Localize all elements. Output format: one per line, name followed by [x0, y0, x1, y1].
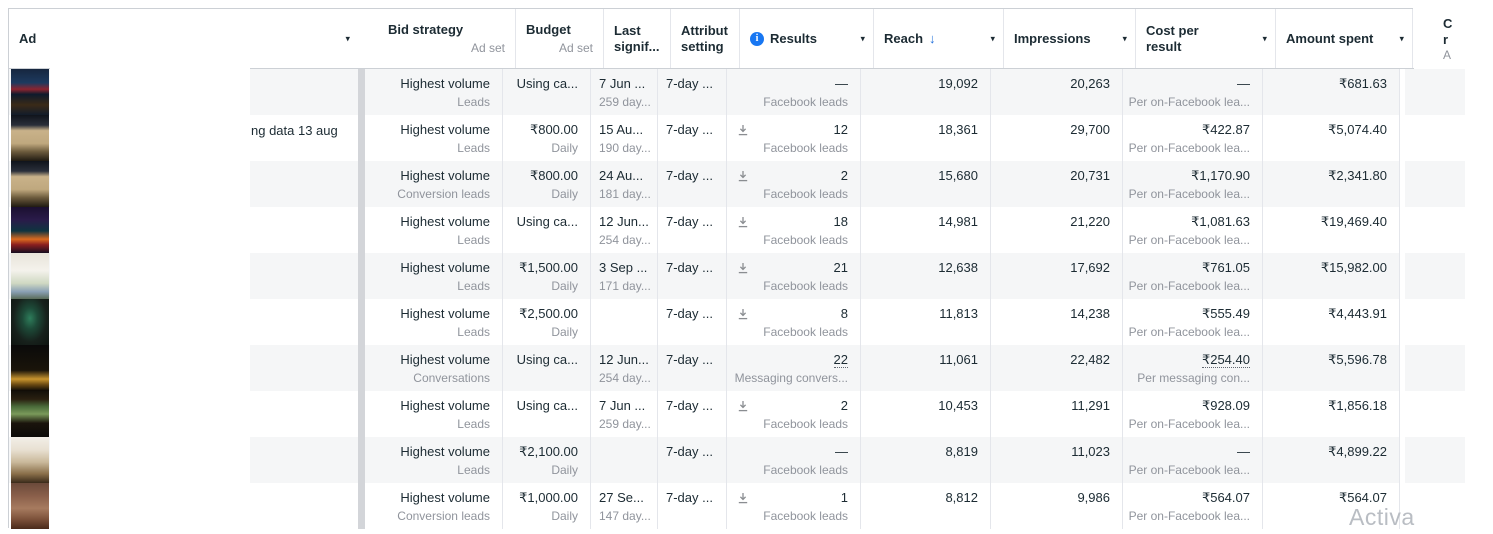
last-edit-days-ago: 190 day...	[599, 141, 651, 155]
partial-next-cell	[1405, 299, 1465, 345]
budget-type: Daily	[551, 325, 578, 339]
attribution-setting-cell[interactable]	[658, 115, 727, 161]
frozen-column-divider	[358, 161, 365, 207]
column-header-amount-spent[interactable]	[1276, 9, 1413, 68]
cost-per-result-value: ₹422.87	[1201, 122, 1250, 137]
chevron-down-icon[interactable]: ▾	[1122, 33, 1127, 43]
cost-per-result-type: Per on-Facebook lea...	[1128, 187, 1250, 201]
reach-value: 14,981	[938, 214, 978, 229]
reach-cell[interactable]	[861, 69, 991, 115]
bid-strategy-cell[interactable]	[365, 161, 503, 207]
impressions-value: 22,482	[1070, 352, 1110, 367]
column-label-bid-strategy: Bid strategy	[388, 22, 464, 37]
last-edit-days-ago: 254 day...	[599, 371, 651, 385]
results-cell[interactable]	[727, 253, 861, 299]
amount-spent-cell[interactable]	[1263, 69, 1400, 115]
partial-next-cell	[1405, 115, 1465, 161]
results-value: 22	[833, 352, 848, 367]
partial-next-cell	[1405, 161, 1465, 207]
results-value: —	[835, 76, 848, 91]
results-type: Facebook leads	[763, 417, 848, 431]
budget-cell[interactable]	[503, 391, 591, 437]
results-value: 21	[833, 260, 848, 275]
download-icon[interactable]	[737, 399, 749, 417]
amount-spent-value: ₹681.63	[1338, 76, 1387, 91]
attribution-setting-cell[interactable]	[658, 207, 727, 253]
bid-strategy-cell[interactable]	[365, 115, 503, 161]
amount-spent-value: ₹15,982.00	[1320, 260, 1387, 275]
ad-thumbnail[interactable]	[11, 69, 49, 115]
bid-strategy-objective: Leads	[457, 279, 490, 293]
reach-cell[interactable]	[861, 391, 991, 437]
reach-cell[interactable]	[861, 483, 991, 529]
ad-thumbnail[interactable]	[11, 483, 49, 529]
reach-cell[interactable]	[861, 115, 991, 161]
impressions-value: 20,731	[1070, 168, 1110, 183]
bid-strategy-value: Highest volume	[400, 444, 490, 459]
impressions-value: 29,700	[1070, 122, 1110, 137]
column-sublabel-ad-set: Ad set	[470, 41, 505, 55]
column-header-cost-per-result[interactable]	[1136, 9, 1276, 68]
results-type: Facebook leads	[763, 463, 848, 477]
bid-strategy-value: Highest volume	[400, 490, 490, 505]
bid-strategy-value: Highest volume	[400, 306, 490, 321]
budget-type: Daily	[551, 509, 578, 523]
impressions-cell[interactable]	[991, 299, 1123, 345]
cost-per-result-type: Per on-Facebook lea...	[1128, 141, 1250, 155]
budget-cell[interactable]	[503, 345, 591, 391]
last-edit-date: 7 Jun ...	[599, 76, 646, 91]
bid-strategy-objective: Conversations	[413, 371, 490, 385]
partial-next-cell	[1405, 207, 1465, 253]
impressions-cell[interactable]	[991, 69, 1123, 115]
last-edit-date: 15 Au...	[599, 122, 644, 137]
cost-per-result-type: Per on-Facebook lea...	[1128, 417, 1250, 431]
impressions-value: 11,023	[1071, 444, 1110, 459]
cost-per-result-cell[interactable]	[1123, 437, 1263, 483]
amount-spent-cell[interactable]	[1263, 115, 1400, 161]
budget-value: Using ca...	[516, 352, 578, 367]
results-type: Messaging convers...	[734, 371, 848, 385]
bid-strategy-objective: Leads	[457, 233, 490, 247]
last-edit-days-ago: 147 day...	[599, 509, 651, 523]
column-sublabel-ad-set: Ad set	[558, 41, 593, 55]
cost-per-result-cell[interactable]	[1123, 69, 1263, 115]
reach-cell[interactable]	[861, 345, 991, 391]
budget-value: ₹1,000.00	[519, 490, 578, 505]
cost-per-result-type: Per on-Facebook lea...	[1128, 95, 1250, 109]
attribution-setting-cell[interactable]	[658, 161, 727, 207]
cost-per-result-value: ₹564.07	[1201, 490, 1250, 505]
column-header-last-significant[interactable]	[604, 9, 671, 68]
bid-strategy-cell[interactable]	[365, 345, 503, 391]
reach-cell[interactable]	[861, 437, 991, 483]
budget-cell[interactable]	[503, 161, 591, 207]
budget-value: ₹2,500.00	[519, 306, 578, 321]
last-edit-date: 3 Sep ...	[599, 260, 648, 275]
attribution-value: 7-day ...	[666, 398, 713, 413]
cost-per-result-cell[interactable]	[1123, 161, 1263, 207]
results-cell[interactable]	[727, 69, 861, 115]
reach-value: 11,813	[939, 306, 978, 321]
last-edit-days-ago: 181 day...	[599, 187, 651, 201]
budget-cell[interactable]	[503, 69, 591, 115]
budget-cell[interactable]	[503, 253, 591, 299]
frozen-column-divider	[358, 345, 365, 391]
column-header-results[interactable]	[740, 9, 874, 68]
budget-type: Daily	[551, 187, 578, 201]
bid-strategy-value: Highest volume	[400, 398, 490, 413]
frozen-column-divider	[358, 483, 365, 529]
column-label-reach: Reach	[884, 30, 924, 46]
amount-spent-value: ₹4,443.91	[1328, 306, 1387, 321]
results-type: Facebook leads	[763, 233, 848, 247]
chevron-down-icon[interactable]: ▾	[1262, 33, 1267, 43]
partial-next-cell	[1405, 391, 1465, 437]
download-icon[interactable]	[737, 169, 749, 187]
budget-type: Daily	[551, 463, 578, 477]
bid-strategy-objective: Leads	[457, 95, 490, 109]
bid-strategy-objective: Leads	[457, 417, 490, 431]
last-significant-edit-cell[interactable]	[591, 115, 658, 161]
reach-value: 18,361	[938, 122, 978, 137]
ad-name[interactable]: ng data 13 aug	[251, 123, 338, 138]
cost-per-result-type: Per on-Facebook lea...	[1128, 463, 1250, 477]
results-value: 1	[840, 490, 848, 505]
download-icon[interactable]	[737, 215, 749, 233]
attribution-value: 7-day ...	[666, 306, 713, 321]
cost-per-result-value: ₹254.40	[1201, 352, 1250, 367]
ad-name-blank-area	[50, 68, 250, 528]
impressions-value: 9,986	[1077, 490, 1110, 505]
budget-value: ₹800.00	[529, 122, 578, 137]
ad-thumbnail[interactable]	[11, 437, 49, 483]
results-type: Facebook leads	[763, 509, 848, 523]
frozen-column-divider[interactable]	[358, 9, 378, 68]
reach-cell[interactable]	[861, 161, 991, 207]
bid-strategy-cell[interactable]	[365, 69, 503, 115]
cost-per-result-value: ₹761.05	[1201, 260, 1250, 275]
impressions-cell[interactable]	[991, 345, 1123, 391]
column-label-ad: Ad	[19, 30, 37, 46]
amount-spent-cell[interactable]	[1263, 345, 1400, 391]
activate-windows-watermark: Activa	[1349, 504, 1415, 530]
chevron-down-icon[interactable]: ▾	[345, 33, 350, 43]
reach-value: 12,638	[938, 260, 978, 275]
cost-per-result-cell[interactable]	[1123, 391, 1263, 437]
column-label-attribution-setting: Attribut setting	[681, 22, 728, 54]
reach-value: 8,819	[945, 444, 978, 459]
amount-spent-value: ₹564.07	[1338, 490, 1387, 505]
frozen-column-divider	[358, 391, 365, 437]
bid-strategy-value: Highest volume	[400, 122, 490, 137]
column-label-budget: Budget	[526, 22, 571, 37]
cost-per-result-value: ₹1,081.63	[1191, 214, 1250, 229]
partial-label-line2: r	[1443, 31, 1449, 47]
bid-strategy-value: Highest volume	[400, 260, 490, 275]
amount-spent-cell[interactable]	[1263, 253, 1400, 299]
attribution-setting-cell[interactable]	[658, 253, 727, 299]
ad-thumbnail[interactable]	[11, 253, 49, 299]
cost-per-result-cell[interactable]	[1123, 299, 1263, 345]
last-edit-days-ago: 259 day...	[599, 95, 651, 109]
attribution-setting-cell[interactable]	[658, 345, 727, 391]
chevron-down-icon[interactable]: ▾	[990, 33, 995, 43]
budget-cell[interactable]	[503, 115, 591, 161]
budget-value: Using ca...	[516, 214, 578, 229]
bid-strategy-cell[interactable]	[365, 483, 503, 529]
attribution-setting-cell[interactable]	[658, 483, 727, 529]
last-edit-days-ago: 259 day...	[599, 417, 651, 431]
reach-value: 11,061	[939, 352, 978, 367]
amount-spent-value: ₹2,341.80	[1328, 168, 1387, 183]
partial-label-line3: A	[1443, 47, 1452, 62]
budget-value: ₹1,500.00	[519, 260, 578, 275]
budget-cell[interactable]	[503, 437, 591, 483]
column-label-last-significant: Last signif...	[614, 22, 660, 54]
last-significant-edit-cell[interactable]	[591, 299, 658, 345]
cost-per-result-cell[interactable]	[1123, 345, 1263, 391]
attribution-setting-cell[interactable]	[658, 69, 727, 115]
frozen-column-divider	[358, 437, 365, 483]
results-cell[interactable]	[727, 483, 861, 529]
impressions-cell[interactable]	[991, 207, 1123, 253]
last-significant-edit-cell[interactable]	[591, 207, 658, 253]
reach-cell[interactable]	[861, 299, 991, 345]
column-header-impressions[interactable]	[1004, 9, 1136, 68]
amount-spent-cell[interactable]	[1263, 299, 1400, 345]
impressions-value: 20,263	[1070, 76, 1110, 91]
results-cell[interactable]	[727, 207, 861, 253]
bid-strategy-objective: Leads	[457, 141, 490, 155]
budget-type: Daily	[551, 141, 578, 155]
last-significant-edit-cell[interactable]	[591, 161, 658, 207]
cost-per-result-value: ₹928.09	[1201, 398, 1250, 413]
results-cell[interactable]	[727, 345, 861, 391]
attribution-setting-cell[interactable]	[658, 391, 727, 437]
results-type: Facebook leads	[763, 95, 848, 109]
last-edit-date: 27 Se...	[599, 490, 644, 505]
reach-cell[interactable]	[861, 253, 991, 299]
cost-per-result-type: Per on-Facebook lea...	[1128, 279, 1250, 293]
results-value: 2	[840, 398, 848, 413]
budget-cell[interactable]	[503, 299, 591, 345]
partial-next-cell	[1405, 437, 1465, 483]
results-cell[interactable]	[727, 115, 861, 161]
results-cell[interactable]	[727, 437, 861, 483]
bid-strategy-objective: Leads	[457, 463, 490, 477]
budget-value: ₹800.00	[529, 168, 578, 183]
download-icon[interactable]	[737, 261, 749, 279]
impressions-cell[interactable]	[991, 437, 1123, 483]
bid-strategy-value: Highest volume	[400, 76, 490, 91]
impressions-cell[interactable]	[991, 391, 1123, 437]
results-type: Facebook leads	[763, 187, 848, 201]
ad-thumbnail[interactable]	[11, 299, 49, 345]
bid-strategy-value: Highest volume	[400, 168, 490, 183]
cost-per-result-cell[interactable]	[1123, 207, 1263, 253]
results-cell[interactable]	[727, 161, 861, 207]
partial-next-cell	[1405, 253, 1465, 299]
reach-value: 15,680	[938, 168, 978, 183]
ad-thumbnail[interactable]	[11, 345, 49, 391]
attribution-setting-cell[interactable]	[658, 299, 727, 345]
column-label-cost-per-result: Cost per result	[1146, 22, 1199, 54]
frozen-column-divider	[358, 69, 365, 115]
budget-value: ₹2,100.00	[519, 444, 578, 459]
attribution-value: 7-day ...	[666, 168, 713, 183]
attribution-value: 7-day ...	[666, 444, 713, 459]
amount-spent-cell[interactable]	[1263, 437, 1400, 483]
cost-per-result-type: Per messaging con...	[1137, 371, 1250, 385]
last-significant-edit-cell[interactable]	[591, 253, 658, 299]
reach-value: 8,812	[945, 490, 978, 505]
chevron-down-icon[interactable]: ▾	[1399, 33, 1404, 43]
amount-spent-cell[interactable]	[1263, 161, 1400, 207]
results-type: Facebook leads	[763, 141, 848, 155]
bid-strategy-cell[interactable]	[365, 299, 503, 345]
cost-per-result-cell[interactable]	[1123, 483, 1263, 529]
impressions-value: 14,238	[1070, 306, 1110, 321]
reach-cell[interactable]	[861, 207, 991, 253]
partial-next-cell	[1405, 69, 1465, 115]
chevron-down-icon[interactable]: ▾	[860, 33, 865, 43]
download-icon[interactable]	[737, 307, 749, 325]
frozen-column-divider	[358, 299, 365, 345]
bid-strategy-cell[interactable]	[365, 391, 503, 437]
reach-value: 10,453	[938, 398, 978, 413]
ad-thumbnail[interactable]	[11, 391, 49, 437]
impressions-cell[interactable]	[991, 253, 1123, 299]
last-edit-days-ago: 254 day...	[599, 233, 651, 247]
reach-value: 19,092	[938, 76, 978, 91]
partial-label-line1: C	[1443, 15, 1453, 31]
bid-strategy-value: Highest volume	[400, 352, 490, 367]
table-header-row	[9, 9, 1453, 69]
last-edit-days-ago: 171 day...	[599, 279, 651, 293]
impressions-value: 17,692	[1070, 260, 1110, 275]
ad-thumbnail[interactable]	[11, 207, 49, 253]
last-significant-edit-cell[interactable]	[591, 345, 658, 391]
column-label-amount-spent: Amount spent	[1286, 30, 1374, 46]
last-edit-date: 12 Jun...	[599, 352, 649, 367]
column-header-bid-strategy[interactable]	[378, 9, 516, 68]
bid-strategy-value: Highest volume	[400, 214, 490, 229]
attribution-setting-cell[interactable]	[658, 437, 727, 483]
amount-spent-cell[interactable]	[1263, 391, 1400, 437]
results-cell[interactable]	[727, 299, 861, 345]
bid-strategy-objective: Conversion leads	[397, 509, 490, 523]
amount-spent-value: ₹5,074.40	[1328, 122, 1387, 137]
amount-spent-value: ₹19,469.40	[1320, 214, 1387, 229]
column-label-results: Results	[770, 30, 817, 46]
info-icon[interactable]: i	[750, 32, 764, 46]
cost-per-result-type: Per on-Facebook lea...	[1128, 233, 1250, 247]
attribution-value: 7-day ...	[666, 214, 713, 229]
results-value: 2	[840, 168, 848, 183]
cost-per-result-cell[interactable]	[1123, 115, 1263, 161]
attribution-value: 7-day ...	[666, 260, 713, 275]
attribution-value: 7-day ...	[666, 490, 713, 505]
last-significant-edit-cell[interactable]	[591, 69, 658, 115]
frozen-column-divider	[358, 207, 365, 253]
cost-per-result-value: —	[1237, 76, 1250, 91]
impressions-value: 21,220	[1070, 214, 1110, 229]
last-significant-edit-cell[interactable]	[591, 391, 658, 437]
results-cell[interactable]	[727, 391, 861, 437]
cost-per-result-type: Per on-Facebook lea...	[1128, 325, 1250, 339]
last-significant-edit-cell[interactable]	[591, 437, 658, 483]
cost-per-result-type: Per on-Facebook lea...	[1128, 509, 1250, 523]
cost-per-result-value: ₹1,170.90	[1191, 168, 1250, 183]
amount-spent-cell[interactable]	[1263, 207, 1400, 253]
budget-value: Using ca...	[516, 76, 578, 91]
frozen-column-divider	[358, 115, 365, 161]
bid-strategy-objective: Leads	[457, 325, 490, 339]
amount-spent-value: ₹4,899.22	[1328, 444, 1387, 459]
budget-cell[interactable]	[503, 483, 591, 529]
amount-spent-value: ₹5,596.78	[1328, 352, 1387, 367]
column-header-budget[interactable]	[516, 9, 604, 68]
bid-strategy-cell[interactable]	[365, 207, 503, 253]
column-header-partial[interactable]	[1433, 9, 1493, 68]
budget-value: Using ca...	[516, 398, 578, 413]
bid-strategy-objective: Conversion leads	[397, 187, 490, 201]
impressions-cell[interactable]	[991, 483, 1123, 529]
results-type: Facebook leads	[763, 325, 848, 339]
results-value: 12	[833, 122, 848, 137]
results-value: —	[835, 444, 848, 459]
attribution-value: 7-day ...	[666, 122, 713, 137]
column-gap	[1413, 9, 1433, 68]
results-value: 18	[833, 214, 848, 229]
cost-per-result-value: —	[1237, 444, 1250, 459]
results-value: 8	[840, 306, 848, 321]
ad-thumbnail[interactable]	[11, 161, 49, 207]
impressions-cell[interactable]	[991, 161, 1123, 207]
download-icon[interactable]	[737, 491, 749, 509]
ad-thumbnail[interactable]	[11, 115, 49, 161]
impressions-cell[interactable]	[991, 115, 1123, 161]
amount-spent-value: ₹1,856.18	[1328, 398, 1387, 413]
last-edit-date: 24 Au...	[599, 168, 644, 183]
frozen-column-divider	[358, 253, 365, 299]
column-header-ad[interactable]	[9, 9, 358, 68]
column-label-impressions: Impressions	[1014, 30, 1091, 46]
results-type: Facebook leads	[763, 279, 848, 293]
last-edit-date: 12 Jun...	[599, 214, 649, 229]
budget-type: Daily	[551, 279, 578, 293]
last-significant-edit-cell[interactable]	[591, 483, 658, 529]
partial-next-cell	[1405, 345, 1465, 391]
bid-strategy-cell[interactable]	[365, 253, 503, 299]
download-icon[interactable]	[737, 123, 749, 141]
cost-per-result-cell[interactable]	[1123, 253, 1263, 299]
column-header-reach[interactable]	[874, 9, 1004, 68]
bid-strategy-cell[interactable]	[365, 437, 503, 483]
impressions-value: 11,291	[1071, 398, 1110, 413]
attribution-value: 7-day ...	[666, 76, 713, 91]
column-header-attribution-setting[interactable]	[671, 9, 740, 68]
attribution-value: 7-day ...	[666, 352, 713, 367]
sort-descending-icon: ↓	[929, 31, 936, 46]
budget-cell[interactable]	[503, 207, 591, 253]
cost-per-result-value: ₹555.49	[1201, 306, 1250, 321]
last-edit-date: 7 Jun ...	[599, 398, 646, 413]
